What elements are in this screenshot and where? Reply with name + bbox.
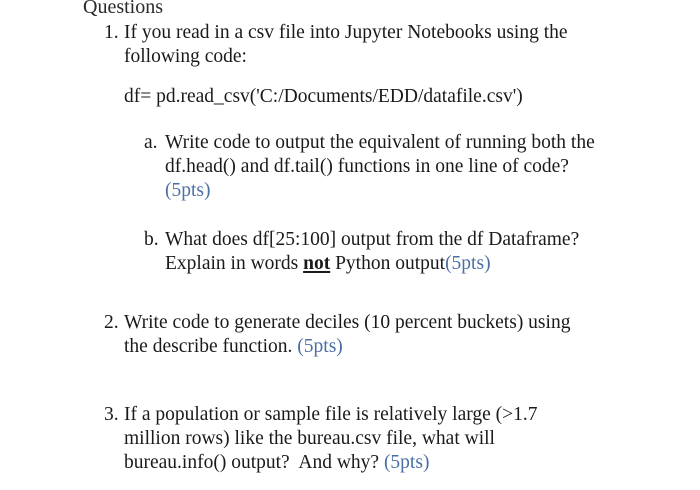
- question-2-number: 2.: [104, 312, 119, 333]
- question-1-text-line-1: If you read in a csv file into Jupyter Notebooks using the: [124, 22, 568, 43]
- question-3-text: bureau.info() output? And why?: [124, 452, 384, 473]
- question-2-text: the describe function.: [124, 336, 298, 357]
- question-1b-text-post: Python output: [330, 253, 446, 274]
- question-2-text-line-1: Write code to generate deciles (10 percent buckets) using: [124, 312, 571, 333]
- questions-heading: Questions: [83, 0, 163, 18]
- question-1b-points: (5pts): [445, 253, 491, 274]
- question-1b-emphasis: not: [303, 253, 331, 274]
- question-1b-text-line-2: [165, 253, 491, 275]
- question-1a-points: (5pts): [165, 180, 211, 201]
- question-1a-letter: a.: [144, 132, 158, 153]
- question-1-code: df= pd.read_csv('C:/Documents/EDD/datafile.csv'): [124, 86, 523, 107]
- question-3-points: (5pts): [383, 452, 430, 473]
- question-1b-text-pre: Explain in words: [165, 253, 304, 274]
- question-1-text-line-2: following code:: [124, 46, 247, 67]
- question-1a-text-line-2: df.head() and df.tail() functions in one line of code?: [165, 156, 569, 177]
- question-3-text-line-2: million rows) like the bureau.csv file, what will: [124, 428, 495, 449]
- question-2-points: (5pts): [297, 336, 343, 357]
- question-1a-text-line-1: Write code to output the equivalent of running both the: [165, 132, 595, 153]
- question-2-text-line-2: [124, 336, 343, 358]
- question-1b-text-line-1: What does df[25:100] output from the df Dataframe?: [165, 229, 580, 250]
- question-1-number: 1.: [104, 22, 119, 43]
- question-1b-letter: b.: [144, 229, 159, 250]
- question-3-number: 3.: [104, 404, 119, 425]
- question-3-text-line-1: If a population or sample file is relatively large (>1.7: [124, 404, 538, 425]
- question-3-text-line-3: [124, 452, 429, 474]
